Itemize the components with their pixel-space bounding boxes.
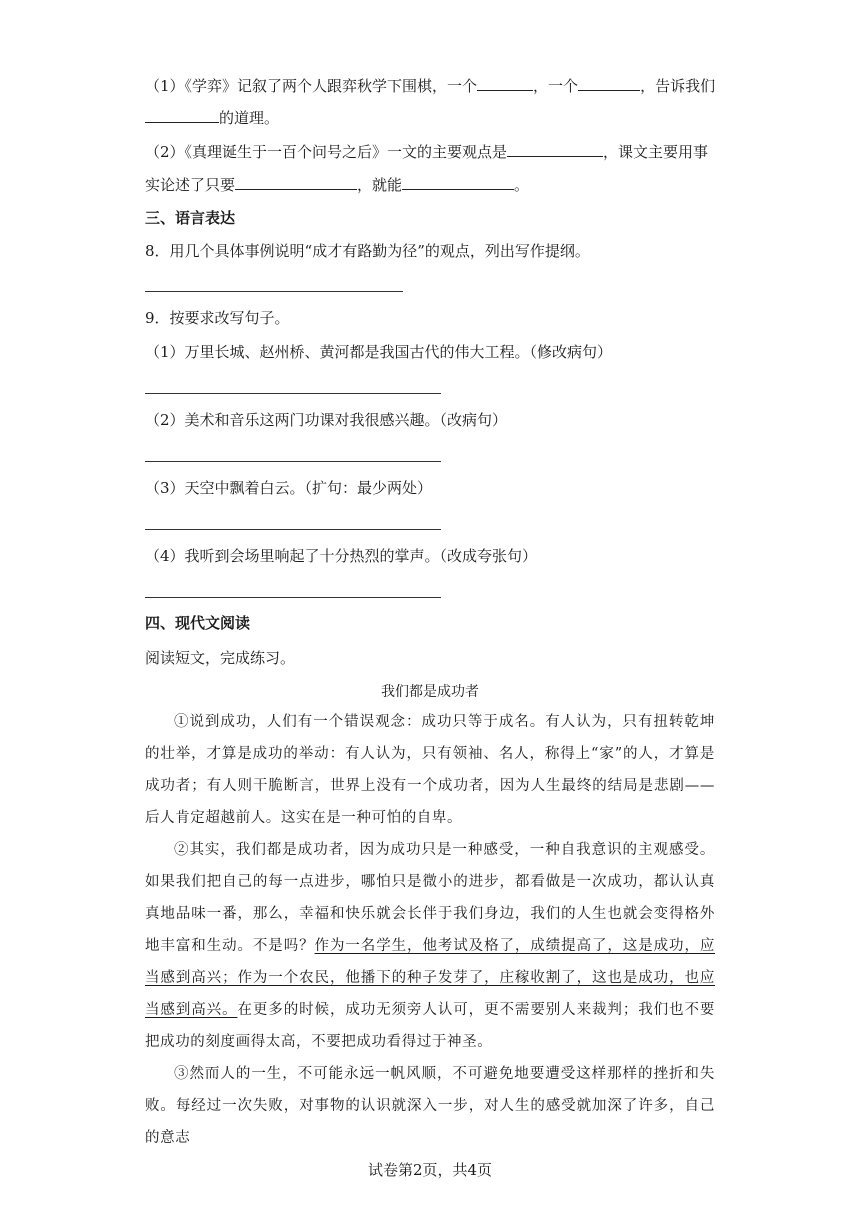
- answer-blank[interactable]: [507, 140, 603, 157]
- q9-item-4: （4）我听到会场里响起了十分热烈的掌声。（改成夸张句）: [145, 547, 538, 565]
- answer-blank[interactable]: [578, 74, 640, 91]
- q9-item-3: （3）天空中飘着白云。（扩句：最少两处）: [145, 479, 433, 497]
- paragraph-2-conclusion: 在更多的时候，成功无须旁人认可，更不需要别人来裁判；我们也不要把成功的刻度画得太高，不要把成功看得过于神圣。: [145, 1002, 715, 1050]
- q7-part1-text-d: 的道理。: [219, 109, 280, 127]
- q7-part1-line2: [145, 106, 279, 128]
- question-9: 9．按要求改写句子。: [145, 309, 290, 327]
- q7-part2-text-e: 。: [514, 176, 530, 194]
- answer-line-q9-1[interactable]: [145, 393, 441, 394]
- section-heading-modern-reading: 四、现代文阅读: [145, 614, 251, 632]
- q7-part1-text-a: （1）《学弈》记叙了两个人跟弈秋学下围棋，一个: [145, 77, 478, 95]
- q9-item-2: （2）美术和音乐这两门功课对我很感兴趣。（改病句）: [145, 411, 508, 429]
- answer-line-q9-3[interactable]: [145, 529, 441, 530]
- answer-blank[interactable]: [235, 173, 357, 190]
- question-8: 8．用几个具体事例说明“成才有路勤为径”的观点，列出写作提纲。: [145, 242, 590, 260]
- q7-part1-text-b: ，一个: [533, 77, 579, 95]
- answer-blank[interactable]: [402, 173, 514, 190]
- article-paragraph-2: [145, 834, 715, 1058]
- article-title: 我们都是成功者: [381, 684, 479, 700]
- answer-blank[interactable]: [477, 74, 533, 91]
- q7-part2-text-a: （2）《真理诞生于一百个问号之后》一文的主要观点是: [145, 143, 508, 161]
- underlined-sentence: 作为一名学生，他考试及格了，成绩提高了，这是成功，应当感到高兴；作为一个农民，他播下的种子发芽了，庄稼收割了，这也是成功，也应当感到高兴。: [145, 938, 715, 1018]
- answer-line-q9-2[interactable]: [145, 461, 441, 462]
- page-footer: 试卷第2页，共4页: [367, 1161, 493, 1179]
- q7-part2-line1: [145, 140, 708, 162]
- reading-instruction: 阅读短文，完成练习。: [145, 649, 296, 667]
- q7-part1-text-c: ，告诉我们: [640, 77, 716, 95]
- section-heading-language-expression: 三、语言表达: [145, 209, 236, 227]
- q7-part2-text-c: 实论述了只要: [145, 176, 236, 194]
- answer-line-q9-4[interactable]: [145, 597, 441, 598]
- answer-blank[interactable]: [145, 106, 219, 123]
- q7-part2-text-d: ，就能: [357, 176, 403, 194]
- paragraph-2-intro: ②其实，我们都是成功者，因为成功只是一种感受，一种自我意识的主观感受。如果我们把自己的每一点进步，哪怕只是微小的进步，都看做是一次成功，都认认真真地品味一番，那么，幸福和快乐就会长伴于我们身边，我们的人生也就会变得格外地丰富和生动。不是吗？: [145, 842, 715, 954]
- q9-item-1: （1）万里长城、赵州桥、黄河都是我国古代的伟大工程。（修改病句）: [145, 343, 613, 361]
- article-paragraph-3: ③然而人的一生，不可能永远一帆风顺，不可避免地要遭受这样那样的挫折和失败。每经过一次失败，对事物的认识就深入一步，对人生的感受就加深了许多，自己的意志: [145, 1066, 715, 1146]
- q7-part1-line1: [145, 74, 715, 96]
- q7-part2-line2: [145, 173, 529, 195]
- q7-part2-text-b: ，课文主要用事: [603, 143, 709, 161]
- article-paragraph-1: ①说到成功，人们有一个错误观念：成功只等于成名。有人认为，只有扭转乾坤的壮举，才算是成功的举动：有人认为，只有领袖、名人，称得上“家”的人，才算是成功者；有人则干脆断言，世界上没有一个成功者，因为人生最终的结局是悲剧——后人肯定超越前人。这实在是一种可怕的自卑。: [145, 714, 715, 826]
- answer-line-q8[interactable]: [145, 291, 403, 292]
